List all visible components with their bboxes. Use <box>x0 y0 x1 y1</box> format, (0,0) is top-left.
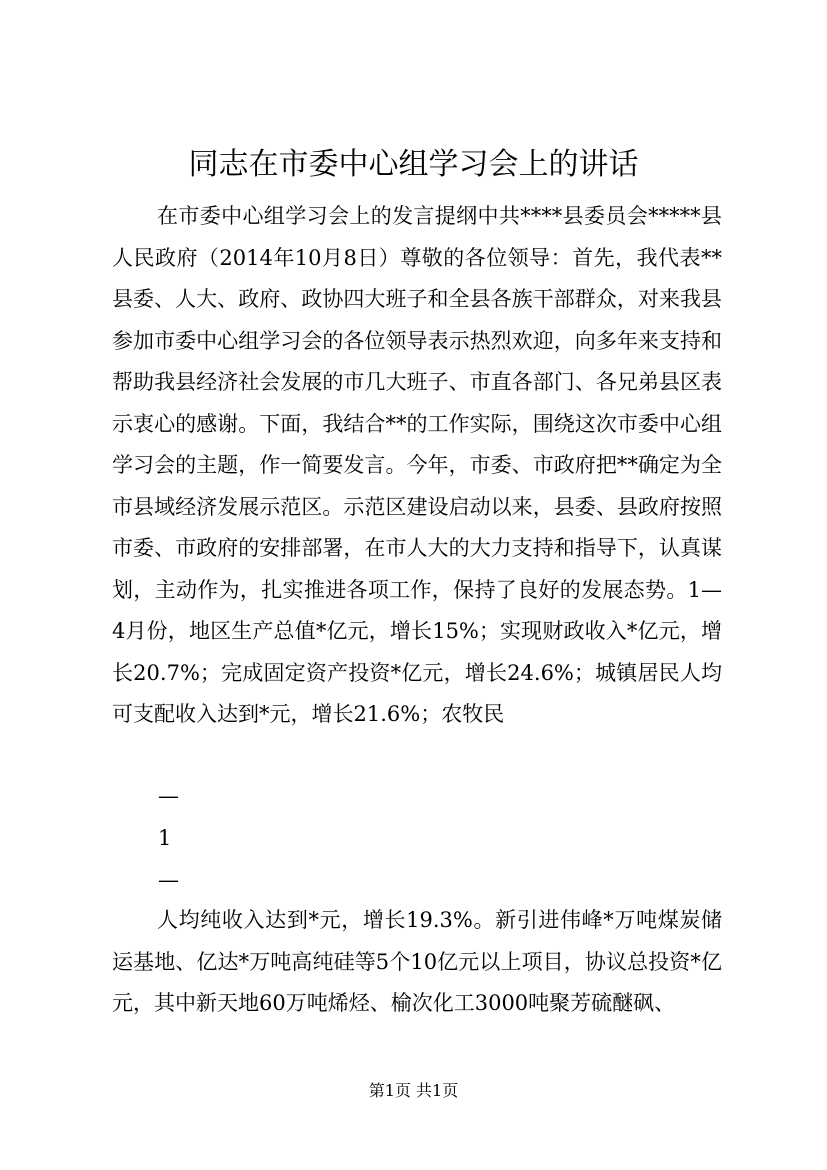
body-paragraph-2: 人均纯收入达到*元，增长19.3%。新引进伟峰*万吨煤炭储运基地、亿达*万吨高纯硅等5个10亿元以上项目，协议总投资*亿元，其中新天地60万吨烯烃、榆次化工3000吨聚芳硫醚砜、 <box>112 908 722 1015</box>
document-title: 同志在市委中心组学习会上的讲话 <box>188 147 639 182</box>
page-marker-number: 1 <box>158 826 172 850</box>
page-marker-dash-top: — <box>158 784 179 808</box>
page-marker-dash-bottom: — <box>158 868 179 892</box>
body-paragraph-1: 在市委中心组学习会上的发言提纲中共****县委员会*****县人民政府（2014年10月8日）尊敬的各位领导：首先，我代表**县委、人大、政府、政协四大班子和全县各族干部群众，对来我县参加市委中心组学习会的各位领导表示热烈欢迎，向多年来支持和帮助我县经济社会发展的市几大班子、市直各部门、各兄弟县区表示衷心的感谢。下面，我结合**的工作实际，围绕这次市委中心组学习会的主题，作一简要发言。今年，市委、市政府把**确定为全市县域经济发展示范区。示范区建设启动以来，县委、县政府按照市委、市政府的安排部署，在市人大的大力支持和指导下，认真谋划，主动作为，扎实推进各项工作，保持了良好的发展态势。1—4月份，地区生产总值*亿元，增长15%；实现财政收入*亿元，增长20.7%；完成固定资产投资*亿元，增长24.6%；城镇居民人均可支配收入达到*元，增长21.6%；农牧民 <box>112 204 722 726</box>
page-footer: 第1页 共1页 <box>368 1081 459 1100</box>
